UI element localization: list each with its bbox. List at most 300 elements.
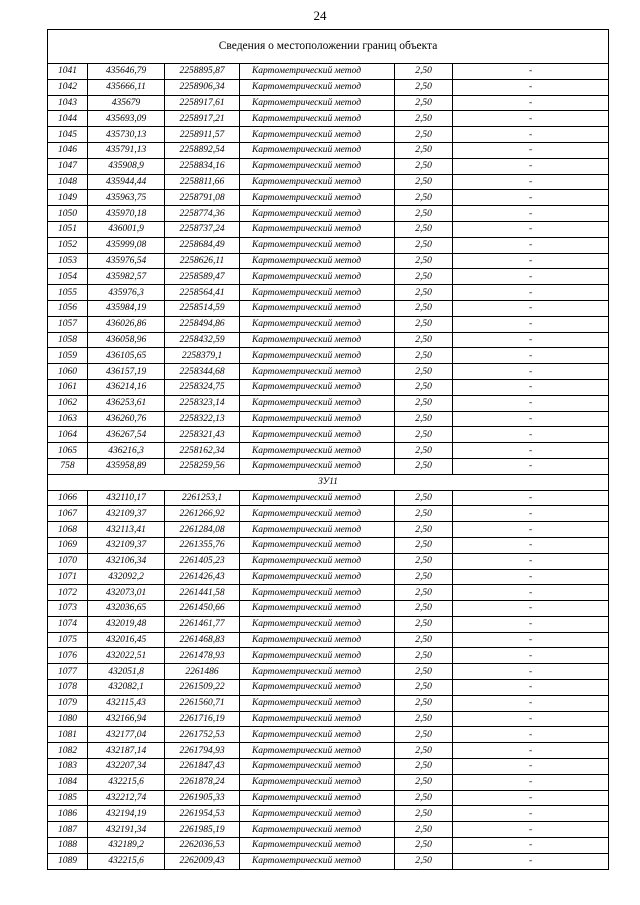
y-coordinate-cell: 2262009,43 xyxy=(165,853,240,869)
method-cell: Картометрический метод xyxy=(240,458,395,474)
description-cell: - xyxy=(453,838,609,854)
x-coordinate-cell: 432016,45 xyxy=(88,632,165,648)
table-row xyxy=(48,458,609,474)
description-cell: - xyxy=(453,395,609,411)
point-number-cell: 1063 xyxy=(48,411,88,427)
y-coordinate-cell: 2258737,24 xyxy=(165,221,240,237)
description-cell: - xyxy=(453,695,609,711)
x-coordinate-cell: 436216,3 xyxy=(88,443,165,459)
description-cell: - xyxy=(453,443,609,459)
method-cell: Картометрический метод xyxy=(240,506,395,522)
x-coordinate-cell: 436157,19 xyxy=(88,364,165,380)
accuracy-cell: 2,50 xyxy=(395,838,453,854)
accuracy-cell: 2,50 xyxy=(395,537,453,553)
y-coordinate-cell: 2258834,16 xyxy=(165,158,240,174)
description-cell: - xyxy=(453,458,609,474)
method-cell: Картометрический метод xyxy=(240,332,395,348)
point-number-cell: 1068 xyxy=(48,522,88,538)
table-row xyxy=(48,111,609,127)
description-cell: - xyxy=(453,190,609,206)
x-coordinate-cell: 432189,2 xyxy=(88,838,165,854)
point-number-cell: 1084 xyxy=(48,774,88,790)
x-coordinate-cell: 436260,76 xyxy=(88,411,165,427)
accuracy-cell: 2,50 xyxy=(395,632,453,648)
table-row xyxy=(48,206,609,222)
table-row xyxy=(48,364,609,380)
method-cell: Картометрический метод xyxy=(240,190,395,206)
boundary-table xyxy=(47,29,609,870)
point-number-cell: 758 xyxy=(48,458,88,474)
point-number-cell: 1054 xyxy=(48,269,88,285)
description-cell: - xyxy=(453,316,609,332)
description-cell: - xyxy=(453,490,609,506)
y-coordinate-cell: 2261355,76 xyxy=(165,537,240,553)
method-cell: Картометрический метод xyxy=(240,759,395,775)
accuracy-cell: 2,50 xyxy=(395,711,453,727)
accuracy-cell: 2,50 xyxy=(395,522,453,538)
point-number-cell: 1061 xyxy=(48,379,88,395)
method-cell: Картометрический метод xyxy=(240,379,395,395)
description-cell: - xyxy=(453,822,609,838)
table-row xyxy=(48,427,609,443)
point-number-cell: 1083 xyxy=(48,759,88,775)
y-coordinate-cell: 2261985,19 xyxy=(165,822,240,838)
table-row xyxy=(48,727,609,743)
table-row xyxy=(48,759,609,775)
x-coordinate-cell: 432073,01 xyxy=(88,585,165,601)
point-number-cell: 1044 xyxy=(48,111,88,127)
point-number-cell: 1079 xyxy=(48,695,88,711)
table-row xyxy=(48,443,609,459)
method-cell: Картометрический метод xyxy=(240,364,395,380)
method-cell: Картометрический метод xyxy=(240,111,395,127)
description-cell: - xyxy=(453,790,609,806)
accuracy-cell: 2,50 xyxy=(395,174,453,190)
y-coordinate-cell: 2261716,19 xyxy=(165,711,240,727)
y-coordinate-cell: 2258626,11 xyxy=(165,253,240,269)
point-number-cell: 1051 xyxy=(48,221,88,237)
method-cell: Картометрический метод xyxy=(240,553,395,569)
description-cell: - xyxy=(453,569,609,585)
x-coordinate-cell: 435730,13 xyxy=(88,127,165,143)
y-coordinate-cell: 2261905,33 xyxy=(165,790,240,806)
x-coordinate-cell: 435963,75 xyxy=(88,190,165,206)
description-cell: - xyxy=(453,601,609,617)
accuracy-cell: 2,50 xyxy=(395,364,453,380)
table-row xyxy=(48,537,609,553)
description-cell: - xyxy=(453,95,609,111)
point-number-cell: 1076 xyxy=(48,648,88,664)
point-number-cell: 1062 xyxy=(48,395,88,411)
point-number-cell: 1085 xyxy=(48,790,88,806)
method-cell: Картометрический метод xyxy=(240,695,395,711)
accuracy-cell: 2,50 xyxy=(395,790,453,806)
x-coordinate-cell: 432113,41 xyxy=(88,522,165,538)
description-cell: - xyxy=(453,111,609,127)
x-coordinate-cell: 432177,04 xyxy=(88,727,165,743)
accuracy-cell: 2,50 xyxy=(395,427,453,443)
point-number-cell: 1059 xyxy=(48,348,88,364)
point-number-cell: 1042 xyxy=(48,79,88,95)
method-cell: Картометрический метод xyxy=(240,316,395,332)
y-coordinate-cell: 2261405,23 xyxy=(165,553,240,569)
description-cell: - xyxy=(453,853,609,869)
description-cell: - xyxy=(453,727,609,743)
accuracy-cell: 2,50 xyxy=(395,190,453,206)
x-coordinate-cell: 435958,89 xyxy=(88,458,165,474)
method-cell: Картометрический метод xyxy=(240,95,395,111)
table-row xyxy=(48,221,609,237)
page-number: 24 xyxy=(313,8,327,23)
description-cell: - xyxy=(453,774,609,790)
point-number-cell: 1064 xyxy=(48,427,88,443)
y-coordinate-cell: 2261954,53 xyxy=(165,806,240,822)
table-row xyxy=(48,316,609,332)
accuracy-cell: 2,50 xyxy=(395,648,453,664)
method-cell: Картометрический метод xyxy=(240,206,395,222)
accuracy-cell: 2,50 xyxy=(395,111,453,127)
y-coordinate-cell: 2261752,53 xyxy=(165,727,240,743)
table-row xyxy=(48,127,609,143)
y-coordinate-cell: 2261253,1 xyxy=(165,490,240,506)
point-number-cell: 1055 xyxy=(48,285,88,301)
point-number-cell: 1057 xyxy=(48,316,88,332)
method-cell: Картометрический метод xyxy=(240,727,395,743)
y-coordinate-cell: 2261461,77 xyxy=(165,616,240,632)
method-cell: Картометрический метод xyxy=(240,601,395,617)
method-cell: Картометрический метод xyxy=(240,774,395,790)
table-row xyxy=(48,379,609,395)
table-row xyxy=(48,616,609,632)
table-row xyxy=(48,680,609,696)
accuracy-cell: 2,50 xyxy=(395,569,453,585)
table-row xyxy=(48,790,609,806)
y-coordinate-cell: 2258162,34 xyxy=(165,443,240,459)
table-row xyxy=(48,585,609,601)
point-number-cell: 1071 xyxy=(48,569,88,585)
x-coordinate-cell: 436058,96 xyxy=(88,332,165,348)
x-coordinate-cell: 432215,6 xyxy=(88,774,165,790)
method-cell: Картометрический метод xyxy=(240,616,395,632)
description-cell: - xyxy=(453,806,609,822)
method-cell: Картометрический метод xyxy=(240,743,395,759)
description-cell: - xyxy=(453,411,609,427)
accuracy-cell: 2,50 xyxy=(395,221,453,237)
section-row xyxy=(48,474,609,490)
table-row xyxy=(48,300,609,316)
x-coordinate-cell: 436214,16 xyxy=(88,379,165,395)
description-cell: - xyxy=(453,680,609,696)
table-row xyxy=(48,506,609,522)
x-coordinate-cell: 432092,2 xyxy=(88,569,165,585)
method-cell: Картометрический метод xyxy=(240,427,395,443)
y-coordinate-cell: 2258323,14 xyxy=(165,395,240,411)
accuracy-cell: 2,50 xyxy=(395,680,453,696)
y-coordinate-cell: 2258321,43 xyxy=(165,427,240,443)
x-coordinate-cell: 432187,14 xyxy=(88,743,165,759)
accuracy-cell: 2,50 xyxy=(395,127,453,143)
table-row xyxy=(48,743,609,759)
y-coordinate-cell: 2258344,68 xyxy=(165,364,240,380)
table-row xyxy=(48,348,609,364)
accuracy-cell: 2,50 xyxy=(395,332,453,348)
x-coordinate-cell: 435976,3 xyxy=(88,285,165,301)
method-cell: Картометрический метод xyxy=(240,522,395,538)
table-row xyxy=(48,142,609,158)
description-cell: - xyxy=(453,553,609,569)
y-coordinate-cell: 2258322,13 xyxy=(165,411,240,427)
y-coordinate-cell: 2258432,59 xyxy=(165,332,240,348)
x-coordinate-cell: 435999,08 xyxy=(88,237,165,253)
description-cell: - xyxy=(453,127,609,143)
description-cell: - xyxy=(453,237,609,253)
accuracy-cell: 2,50 xyxy=(395,237,453,253)
x-coordinate-cell: 432115,43 xyxy=(88,695,165,711)
x-coordinate-cell: 435976,54 xyxy=(88,253,165,269)
accuracy-cell: 2,50 xyxy=(395,806,453,822)
accuracy-cell: 2,50 xyxy=(395,269,453,285)
table-row xyxy=(48,411,609,427)
point-number-cell: 1082 xyxy=(48,743,88,759)
x-coordinate-cell: 432215,6 xyxy=(88,853,165,869)
accuracy-cell: 2,50 xyxy=(395,316,453,332)
method-cell: Картометрический метод xyxy=(240,711,395,727)
point-number-cell: 1048 xyxy=(48,174,88,190)
point-number-cell: 1065 xyxy=(48,443,88,459)
y-coordinate-cell: 2261284,08 xyxy=(165,522,240,538)
y-coordinate-cell: 2258379,1 xyxy=(165,348,240,364)
table-header-row xyxy=(48,30,609,64)
accuracy-cell: 2,50 xyxy=(395,616,453,632)
accuracy-cell: 2,50 xyxy=(395,64,453,80)
method-cell: Картометрический метод xyxy=(240,443,395,459)
y-coordinate-cell: 2261426,43 xyxy=(165,569,240,585)
point-number-cell: 1088 xyxy=(48,838,88,854)
y-coordinate-cell: 2261450,66 xyxy=(165,601,240,617)
table-row xyxy=(48,522,609,538)
x-coordinate-cell: 432191,34 xyxy=(88,822,165,838)
x-coordinate-cell: 436001,9 xyxy=(88,221,165,237)
point-number-cell: 1080 xyxy=(48,711,88,727)
table-row xyxy=(48,838,609,854)
description-cell: - xyxy=(453,300,609,316)
section-label: ЗУ11 xyxy=(48,474,609,490)
description-cell: - xyxy=(453,221,609,237)
table-row xyxy=(48,648,609,664)
table-row xyxy=(48,190,609,206)
y-coordinate-cell: 2258917,61 xyxy=(165,95,240,111)
point-number-cell: 1077 xyxy=(48,664,88,680)
table-row xyxy=(48,553,609,569)
boundary-table-body xyxy=(48,30,609,870)
y-coordinate-cell: 2261509,22 xyxy=(165,680,240,696)
description-cell: - xyxy=(453,253,609,269)
table-row xyxy=(48,822,609,838)
point-number-cell: 1045 xyxy=(48,127,88,143)
x-coordinate-cell: 436026,86 xyxy=(88,316,165,332)
description-cell: - xyxy=(453,174,609,190)
description-cell: - xyxy=(453,506,609,522)
description-cell: - xyxy=(453,364,609,380)
x-coordinate-cell: 435791,13 xyxy=(88,142,165,158)
x-coordinate-cell: 435944,44 xyxy=(88,174,165,190)
point-number-cell: 1069 xyxy=(48,537,88,553)
y-coordinate-cell: 2261468,83 xyxy=(165,632,240,648)
y-coordinate-cell: 2261878,24 xyxy=(165,774,240,790)
point-number-cell: 1087 xyxy=(48,822,88,838)
method-cell: Картометрический метод xyxy=(240,806,395,822)
point-number-cell: 1050 xyxy=(48,206,88,222)
x-coordinate-cell: 435984,19 xyxy=(88,300,165,316)
y-coordinate-cell: 2258774,36 xyxy=(165,206,240,222)
y-coordinate-cell: 2258906,34 xyxy=(165,79,240,95)
table-row xyxy=(48,237,609,253)
accuracy-cell: 2,50 xyxy=(395,379,453,395)
table-row xyxy=(48,79,609,95)
x-coordinate-cell: 435646,79 xyxy=(88,64,165,80)
point-number-cell: 1052 xyxy=(48,237,88,253)
method-cell: Картометрический метод xyxy=(240,142,395,158)
point-number-cell: 1056 xyxy=(48,300,88,316)
table-row xyxy=(48,774,609,790)
point-number-cell: 1060 xyxy=(48,364,88,380)
x-coordinate-cell: 432207,34 xyxy=(88,759,165,775)
boundary-table-container xyxy=(47,29,608,870)
description-cell: - xyxy=(453,648,609,664)
method-cell: Картометрический метод xyxy=(240,569,395,585)
point-number-cell: 1047 xyxy=(48,158,88,174)
description-cell: - xyxy=(453,616,609,632)
description-cell: - xyxy=(453,632,609,648)
y-coordinate-cell: 2258911,57 xyxy=(165,127,240,143)
y-coordinate-cell: 2258892,54 xyxy=(165,142,240,158)
x-coordinate-cell: 432212,74 xyxy=(88,790,165,806)
method-cell: Картометрический метод xyxy=(240,822,395,838)
table-row xyxy=(48,158,609,174)
accuracy-cell: 2,50 xyxy=(395,553,453,569)
x-coordinate-cell: 432109,37 xyxy=(88,537,165,553)
method-cell: Картометрический метод xyxy=(240,269,395,285)
point-number-cell: 1046 xyxy=(48,142,88,158)
description-cell: - xyxy=(453,537,609,553)
y-coordinate-cell: 2258564,41 xyxy=(165,285,240,301)
accuracy-cell: 2,50 xyxy=(395,585,453,601)
table-row xyxy=(48,395,609,411)
y-coordinate-cell: 2258589,47 xyxy=(165,269,240,285)
x-coordinate-cell: 432082,1 xyxy=(88,680,165,696)
y-coordinate-cell: 2258514,59 xyxy=(165,300,240,316)
x-coordinate-cell: 432051,8 xyxy=(88,664,165,680)
description-cell: - xyxy=(453,664,609,680)
method-cell: Картометрический метод xyxy=(240,411,395,427)
point-number-cell: 1067 xyxy=(48,506,88,522)
table-row xyxy=(48,711,609,727)
method-cell: Картометрический метод xyxy=(240,174,395,190)
point-number-cell: 1053 xyxy=(48,253,88,269)
x-coordinate-cell: 435982,57 xyxy=(88,269,165,285)
method-cell: Картометрический метод xyxy=(240,395,395,411)
y-coordinate-cell: 2262036,53 xyxy=(165,838,240,854)
description-cell: - xyxy=(453,743,609,759)
method-cell: Картометрический метод xyxy=(240,348,395,364)
table-row xyxy=(48,695,609,711)
accuracy-cell: 2,50 xyxy=(395,601,453,617)
x-coordinate-cell: 432194,19 xyxy=(88,806,165,822)
y-coordinate-cell: 2258895,87 xyxy=(165,64,240,80)
x-coordinate-cell: 436105,65 xyxy=(88,348,165,364)
method-cell: Картометрический метод xyxy=(240,585,395,601)
x-coordinate-cell: 432106,34 xyxy=(88,553,165,569)
method-cell: Картометрический метод xyxy=(240,790,395,806)
description-cell: - xyxy=(453,79,609,95)
accuracy-cell: 2,50 xyxy=(395,411,453,427)
description-cell: - xyxy=(453,759,609,775)
x-coordinate-cell: 432036,65 xyxy=(88,601,165,617)
accuracy-cell: 2,50 xyxy=(395,822,453,838)
table-row xyxy=(48,269,609,285)
y-coordinate-cell: 2258917,21 xyxy=(165,111,240,127)
y-coordinate-cell: 2258791,08 xyxy=(165,190,240,206)
y-coordinate-cell: 2258684,49 xyxy=(165,237,240,253)
y-coordinate-cell: 2261794,93 xyxy=(165,743,240,759)
point-number-cell: 1074 xyxy=(48,616,88,632)
table-row xyxy=(48,332,609,348)
x-coordinate-cell: 432166,94 xyxy=(88,711,165,727)
x-coordinate-cell: 432110,17 xyxy=(88,490,165,506)
point-number-cell: 1058 xyxy=(48,332,88,348)
table-row xyxy=(48,806,609,822)
x-coordinate-cell: 435666,11 xyxy=(88,79,165,95)
description-cell: - xyxy=(453,158,609,174)
accuracy-cell: 2,50 xyxy=(395,79,453,95)
y-coordinate-cell: 2261266,92 xyxy=(165,506,240,522)
table-row xyxy=(48,569,609,585)
method-cell: Картометрический метод xyxy=(240,253,395,269)
x-coordinate-cell: 432109,37 xyxy=(88,506,165,522)
point-number-cell: 1078 xyxy=(48,680,88,696)
table-row xyxy=(48,632,609,648)
accuracy-cell: 2,50 xyxy=(395,743,453,759)
accuracy-cell: 2,50 xyxy=(395,727,453,743)
y-coordinate-cell: 2261478,93 xyxy=(165,648,240,664)
method-cell: Картометрический метод xyxy=(240,648,395,664)
method-cell: Картометрический метод xyxy=(240,664,395,680)
accuracy-cell: 2,50 xyxy=(395,206,453,222)
point-number-cell: 1070 xyxy=(48,553,88,569)
point-number-cell: 1086 xyxy=(48,806,88,822)
table-row xyxy=(48,174,609,190)
method-cell: Картометрический метод xyxy=(240,127,395,143)
x-coordinate-cell: 432022,51 xyxy=(88,648,165,664)
point-number-cell: 1049 xyxy=(48,190,88,206)
accuracy-cell: 2,50 xyxy=(395,95,453,111)
point-number-cell: 1066 xyxy=(48,490,88,506)
x-coordinate-cell: 435693,09 xyxy=(88,111,165,127)
accuracy-cell: 2,50 xyxy=(395,348,453,364)
accuracy-cell: 2,50 xyxy=(395,695,453,711)
description-cell: - xyxy=(453,285,609,301)
x-coordinate-cell: 435908,9 xyxy=(88,158,165,174)
description-cell: - xyxy=(453,522,609,538)
accuracy-cell: 2,50 xyxy=(395,285,453,301)
x-coordinate-cell: 432019,48 xyxy=(88,616,165,632)
method-cell: Картометрический метод xyxy=(240,838,395,854)
method-cell: Картометрический метод xyxy=(240,221,395,237)
table-row xyxy=(48,664,609,680)
description-cell: - xyxy=(453,427,609,443)
table-row xyxy=(48,601,609,617)
y-coordinate-cell: 2258324,75 xyxy=(165,379,240,395)
